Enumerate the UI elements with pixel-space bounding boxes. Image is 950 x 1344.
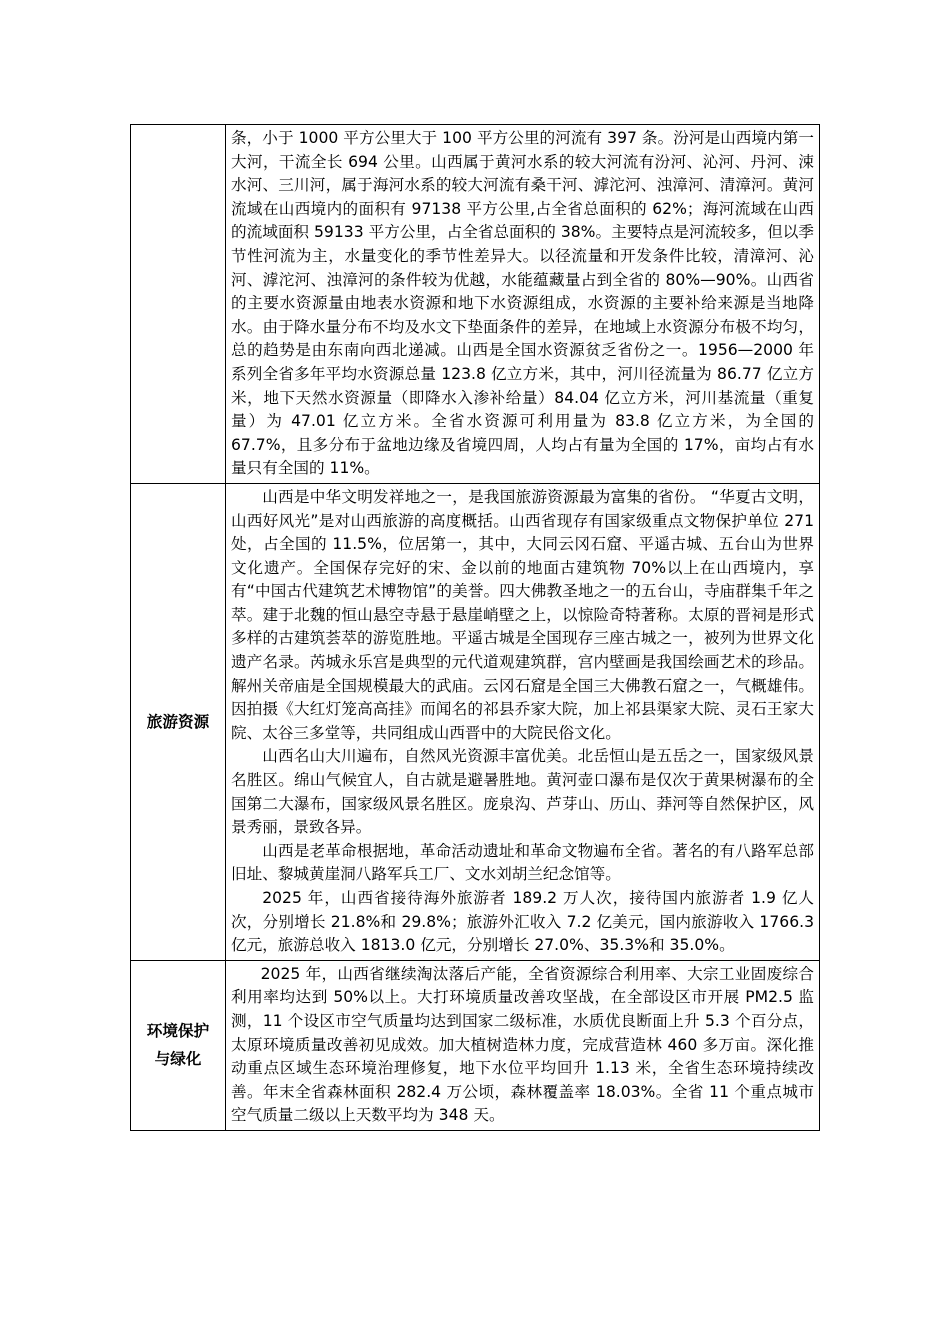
- row-label: 旅游资源: [146, 712, 210, 731]
- paragraph: 山西是老革命根据地，革命活动遗址和革命文物遍布全省。著名的有八路军总部旧址、黎城黄崖洞八路军兵工厂、文水刘胡兰纪念馆等。: [231, 841, 814, 884]
- row-label-cell: [131, 125, 226, 484]
- table-row-tourism-resources: [131, 483, 820, 960]
- content-table: [130, 124, 820, 1131]
- row-label-line: 与绿化: [154, 1050, 202, 1069]
- row-label-cell: [131, 960, 226, 1130]
- paragraph: 2025 年，山西省接待海外旅游者 189.2 万人次，接待国内旅游者 1.9 亿人次，分别增长 21.8%和 29.8%；旅游外汇收入 7.2 亿美元，国内旅游收入 1766.3 亿元，旅游总收入 1813.0 亿元，分别增长 27.0%、35.3%和 35.0%。: [231, 889, 814, 955]
- row-label-line: 环境保护: [146, 1022, 210, 1041]
- paragraph: 2025 年，山西省继续淘汰落后产能，全省资源综合利用率、大宗工业固废综合利用率均达到 50%以上。大打环境质量改善攻坚战，在全部设区市开展 PM2.5 监测，11 个设区市空气质量均达到国家二级标准，水质优良断面上升 5.3 个百分点，太原环境质量改善初见成效。加大植树造林力度，完成营造林 460 多万亩。深化推动重点区域生态环境治理修复，地下水位平均回升 1.13 米，全省生态环境持续改善。年末全省森林面积 282.4 万公顷，森林覆盖率 18.03%。全省 11 个重点城市空气质量二级以上天数平均为 348 天。: [231, 964, 814, 1125]
- row-content-cell: [226, 125, 820, 484]
- table-row-environment: [131, 960, 820, 1130]
- paragraph: 山西是中华文明发祥地之一，是我国旅游资源最为富集的省份。 “华夏古文明，山西好风光”是对山西旅游的高度概括。山西省现存有国家级重点文物保护单位 271 处，占全国的 11.5%，位居第一，其中，大同云冈石窟、平遥古城、五台山为世界文化遗产。全国保存完好的宋、金以前的地面古建筑物 70%以上在山西境内，享有“中国古代建筑艺术博物馆”的美誉。四大佛教圣地之一的五台山，寺庙群集千年之萃。建于北魏的恒山悬空寺悬于悬崖峭壁之上，以惊险奇特著称。太原的晋祠是形式多样的古建筑荟萃的游览胜地。平遥古城是全国现存三座古城之一，被列为世界文化遗产名录。芮城永乐宫是典型的元代道观建筑群，宫内壁画是我国绘画艺术的珍品。解州关帝庙是全国规模最大的武庙。云冈石窟是全国三大佛教石窟之一，气概雄伟。因拍摄《大红灯笼高高挂》而闻名的祁县乔家大院，加上祁县渠家大院、灵石王家大院、太谷三多堂等，共同组成山西晋中的大院民俗文化。: [231, 487, 814, 742]
- paragraph: 条，小于 1000 平方公里大于 100 平方公里的河流有 397 条。汾河是山西境内第一大河，干流全长 694 公里。山西属于黄河水系的较大河流有汾河、沁河、丹河、涑水河、三川河，属于海河水系的较大河流有桑干河、滹沱河、浊漳河、清漳河。黄河流域在山西境内的面积有 97138 平方公里,占全省总面积的 62%；海河流域在山西的流域面积 59133 平方公里，占全省总面积的 38%。主要特点是河流较多，但以季节性河流为主，水量变化的季节性差异大。以径流量和开发条件比较，清漳河、沁河、滹沱河、浊漳河的条件较为优越，水能蕴藏量占到全省的 80%—90%。山西省的主要水资源量由地表水资源和地下水资源组成，水资源的主要补给来源是当地降水。由于降水量分布不均及水文下垫面条件的差异，在地域上水资源分布极不均匀，总的趋势是由东南向西北递减。山西是全国水资源贫乏省份之一。1956—2000 年系列全省多年平均水资源总量 123.8 亿立方米，其中，河川径流量为 86.77 亿立方米，地下天然水资源量（即降水入渗补给量）84.04 亿立方米，河川基流量（重复量）为 47.01 亿立方米。全省水资源可利用量为 83.8 亿立方米，为全国的 67.7%，且多分布于盆地边缘及省境四周，人均占有量为全国的 17%，亩均占有水量只有全国的 11%。: [231, 129, 814, 478]
- table-row-water-resources: [131, 125, 820, 484]
- row-label-cell: [131, 483, 226, 960]
- paragraph: 山西名山大川遍布，自然风光资源丰富优美。北岳恒山是五岳之一，国家级风景名胜区。绵山气候宜人，自古就是避暑胜地。黄河壶口瀑布是仅次于黄果树瀑布的全国第二大瀑布，国家级风景名胜区。庞泉沟、芦芽山、历山、莽河等自然保护区，风景秀丽，景致各异。: [231, 747, 814, 837]
- row-content-cell: [226, 483, 820, 960]
- row-content-cell: [226, 960, 820, 1130]
